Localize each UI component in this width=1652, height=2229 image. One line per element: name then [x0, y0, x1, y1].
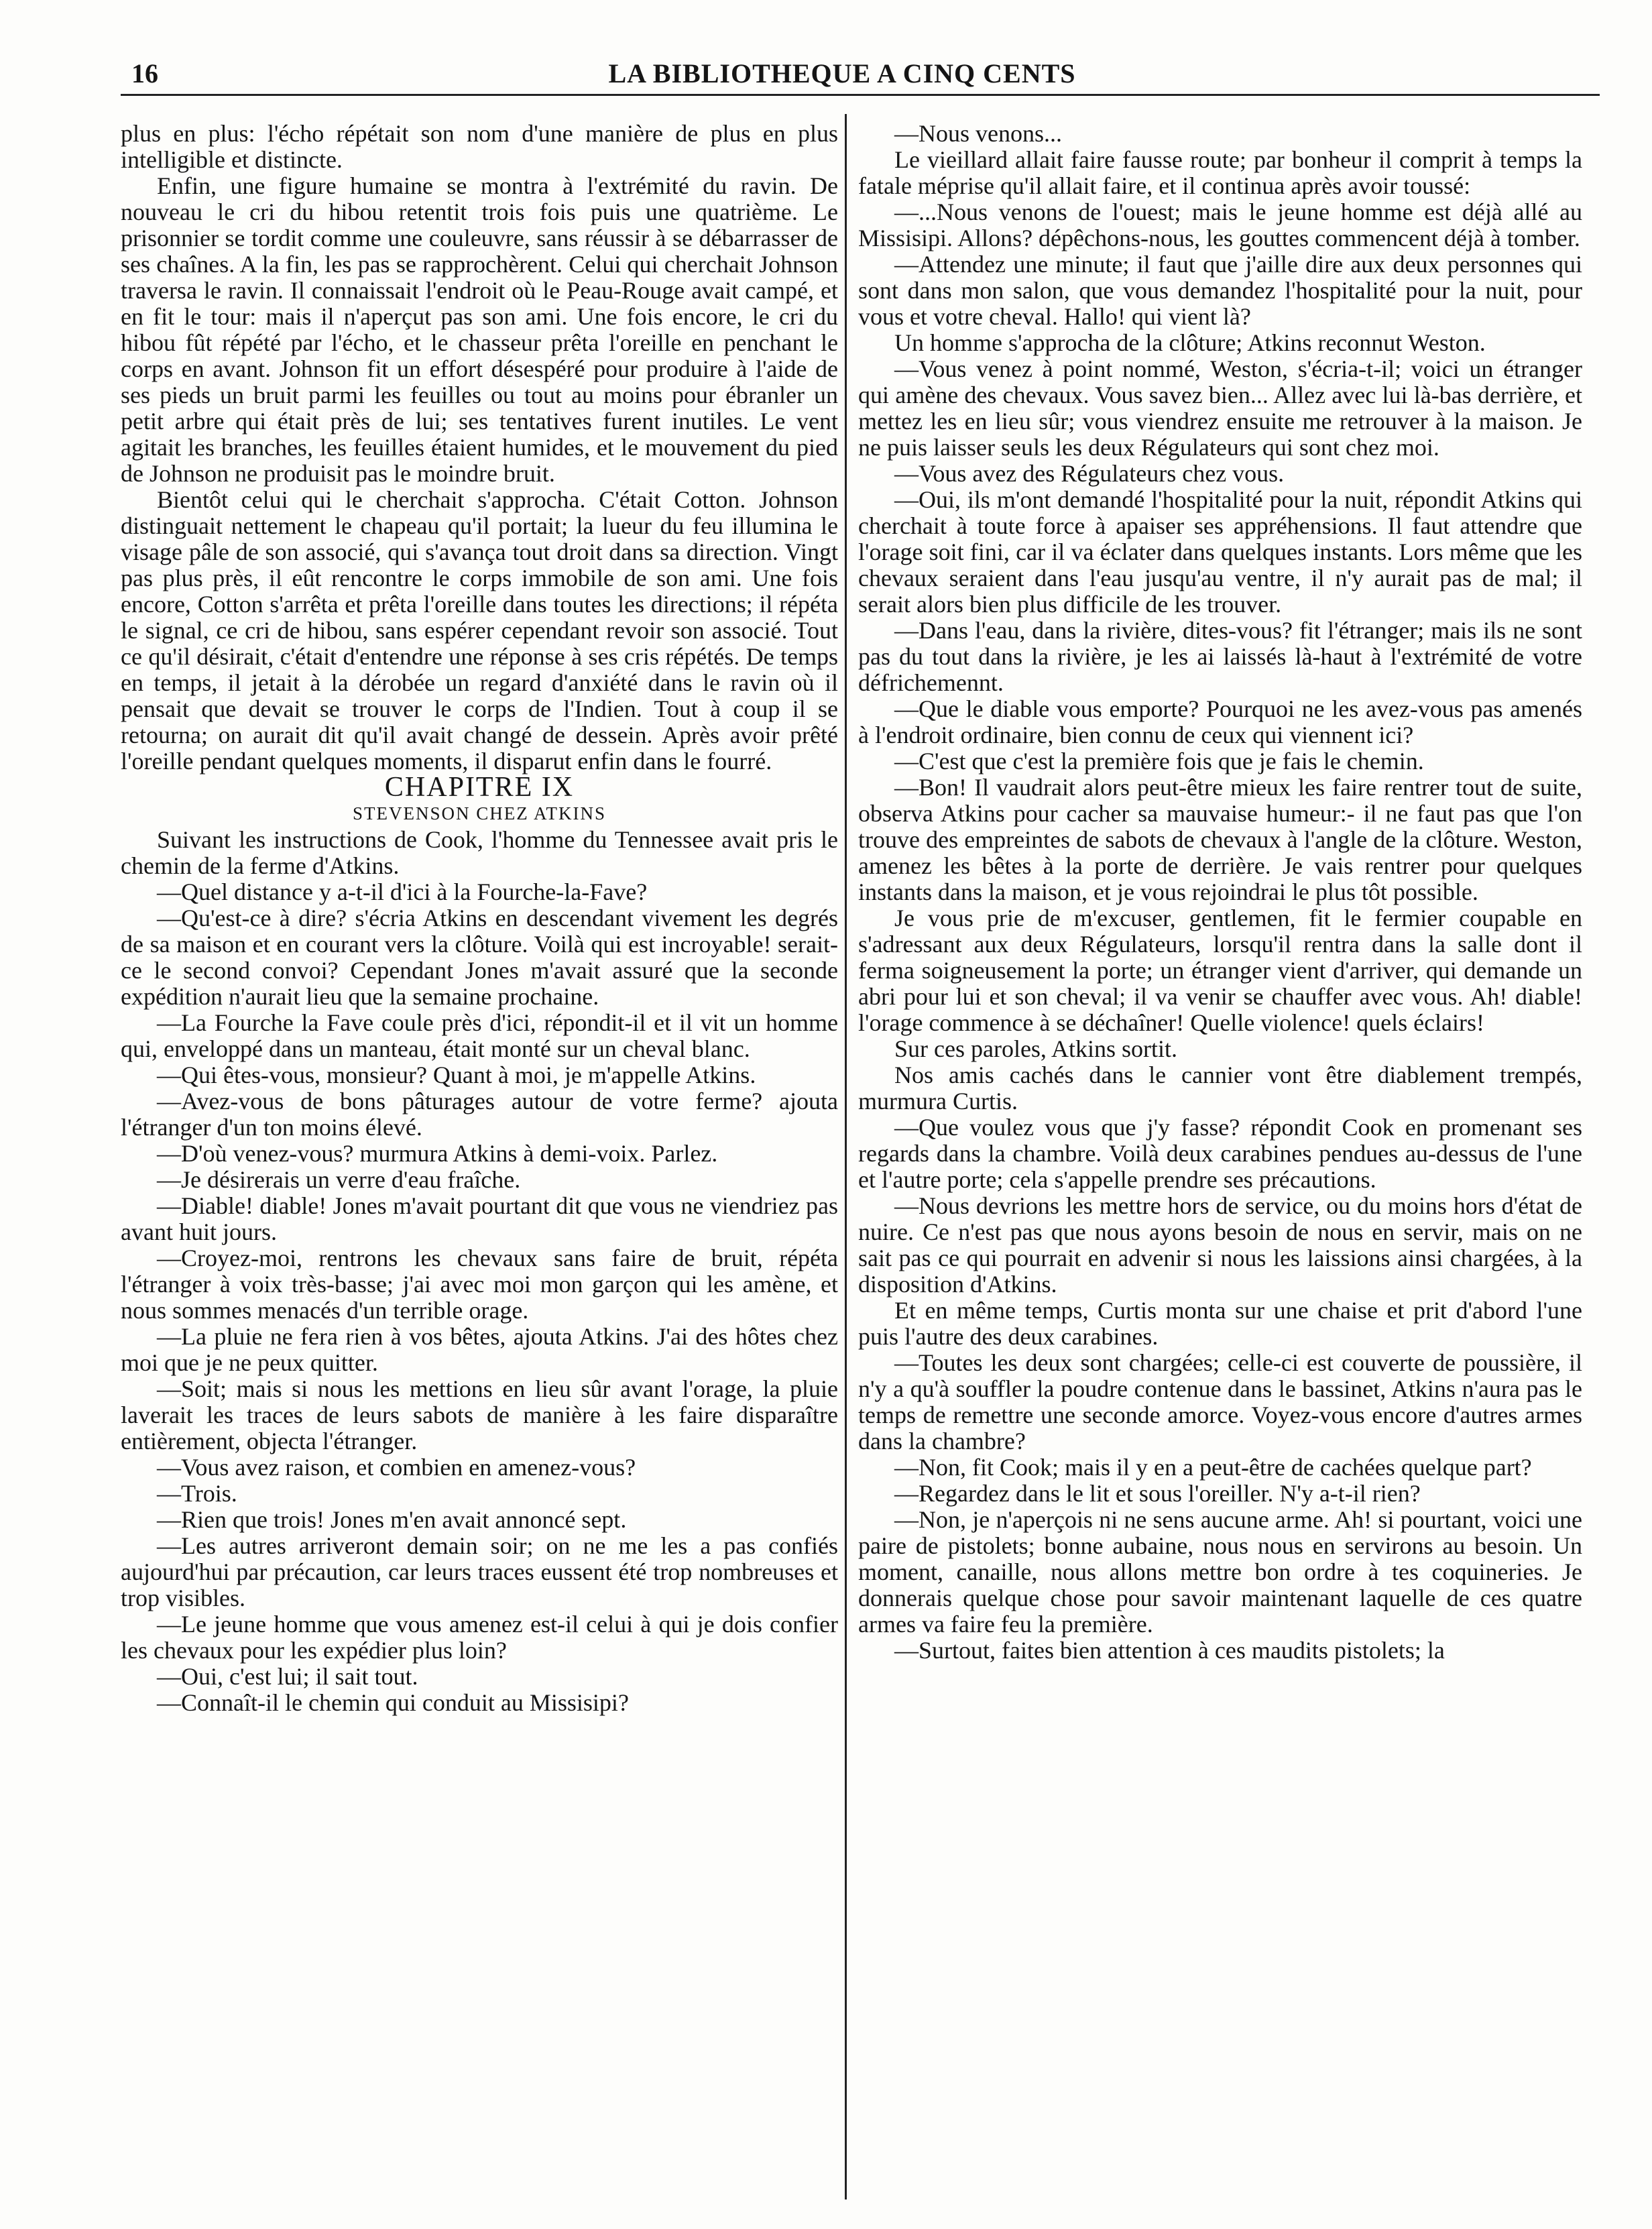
paragraph: —Je désirerais un verre d'eau fraîche. [157, 1166, 521, 1193]
paragraph: Enfin, une figure humaine se montra à l'extrémité du ravin. De nouveau le cri du hibou retentit trois fois puis une quatrième. Le prisonnier se tordit comme une couleuvre, sans réussir à se débarrasser de ses chaînes. A la fin, les pas se rapprochèrent. Celui qui cherchait Johnson traversa le ravin. Il connaissait l'endroit où le Peau-Rouge avait campé, et en fit le tour: mais il n'aperçut pas son ami. Une fois encore, le cri du hibou fût répété par l'écho, et le chasseur prêta l'oreille en penchant le corps en avant. Johnson fit un effort désespéré pour produire à l'aide de ses pieds un bruit parmi les feuilles ou tout au moins pour ébranler un petit arbre qui était près de lui; ses tentatives furent inutiles. Le vent agitait les branches, les feuilles étaient humides, et le mouvement du pied de Johnson ne produisit pas le moindre bruit. [121, 172, 838, 487]
paragraph: —Nous venons... [894, 120, 1062, 147]
right-column [858, 121, 1582, 1664]
paragraph: Je vous prie de m'excuser, gentlemen, fit le fermier coupable en s'adressant aux deux Régulateurs, lorsqu'il rentra dans la salle dont il ferma soigneusement la porte; un étranger vient d'arriver, qui demande un abri pour lui et son cheval; il va venir se chauffer avec vous. Ah! diable! l'orage commence à se déchaîner! Quelle violence! quels éclairs! [858, 905, 1582, 1036]
paragraph: —Vous avez des Régulateurs chez vous. [894, 460, 1285, 487]
paragraph: —Nous devrions les mettre hors de service, ou du moins hors d'état de nuire. Ce n'est pas que nous ayons besoin de nous en servir, mais on ne sait pas ce qui pourrait en advenir si nous les laissions ainsi chargées, à la disposition d'Atkins. [858, 1192, 1582, 1298]
paragraph: —Que le diable vous emporte? Pourquoi ne les avez-vous pas amenés à l'endroit ordinaire, bien connu de ceux qui viennent ici? [858, 695, 1582, 748]
chapter-title: CHAPITRE IX [384, 772, 575, 803]
paragraph: Un homme s'approcha de la clôture; Atkins reconnut Weston. [894, 329, 1486, 356]
running-head: LA BIBLIOTHEQUE A CINQ CENTS [608, 58, 1076, 89]
paragraph: —Oui, ils m'ont demandé l'hospitalité pour la nuit, répondit Atkins qui cherchait à toute force à apaiser ses appréhensions. Il faut attendre que l'orage soit fini, car il va éclater dans quelques instants. Lors même que les chevaux seraient dans l'eau jusqu'au ventre, il n'y aurait pas de mal; il serait alors bien plus difficile de les trouver. [858, 486, 1582, 618]
header-rule [121, 94, 1600, 96]
paragraph: —Soit; mais si nous les mettions en lieu sûr avant l'orage, la pluie laverait les traces de leurs sabots de manière à les faire disparaître entièrement, objecta l'étranger. [121, 1375, 838, 1454]
paragraph: —Regardez dans le lit et sous l'oreiller. N'y a-t-il rien? [894, 1480, 1421, 1507]
paragraph: —Rien que trois! Jones m'en avait annoncé sept. [157, 1506, 627, 1533]
paragraph: plus en plus: l'écho répétait son nom d'une manière de plus en plus intelligible et distincte. [121, 120, 838, 173]
paragraph: Le vieillard allait faire fausse route; par bonheur il comprit à temps la fatale méprise qu'il allait faire, et il continua après avoir toussé: [858, 146, 1582, 199]
chapter-subtitle: STEVENSON CHEZ ATKINS [352, 803, 606, 823]
paragraph: —Oui, c'est lui; il sait tout. [157, 1663, 418, 1690]
paragraph: —Avez-vous de bons pâturages autour de votre ferme? ajouta l'étranger d'un ton moins élevé. [121, 1088, 838, 1141]
paragraph: —Quel distance y a-t-il d'ici à la Fourche-la-Fave? [157, 878, 648, 905]
paragraph: Nos amis cachés dans le cannier vont être diablement trempés, murmura Curtis. [858, 1062, 1582, 1114]
paragraph: Sur ces paroles, Atkins sortit. [894, 1035, 1177, 1062]
paragraph: —C'est que c'est la première fois que je fais le chemin. [894, 748, 1424, 775]
paragraph: —Toutes les deux sont chargées; celle-ci est couverte de poussière, il n'y a qu'à souffler la poudre contenue dans le bassinet, Atkins n'aura pas le temps de remettre une seconde amorce. Voyez-vous encore d'autres armes dans la chambre? [858, 1349, 1582, 1454]
paragraph: —Connaît-il le chemin qui conduit au Missisipi? [157, 1689, 629, 1716]
paragraph: —Bon! Il vaudrait alors peut-être mieux les faire rentrer tout de suite, observa Atkins pour cacher sa mauvaise humeur:- il ne faut pas que l'on trouve des empreintes de sabots de chevaux à l'angle de la clôture. Weston, amenez les bêtes à la porte de derrière. Je vais rentrer pour quelques instants dans la maison, et je vous rejoindrai le plus tôt possible. [858, 774, 1582, 905]
paragraph: —D'où venez-vous? murmura Atkins à demi-voix. Parlez. [157, 1140, 718, 1167]
paragraph: —La pluie ne fera rien à vos bêtes, ajouta Atkins. J'ai des hôtes chez moi que je ne peux quitter. [121, 1323, 838, 1376]
paragraph: —Diable! diable! Jones m'avait pourtant dit que vous ne viendriez pas avant huit jours. [121, 1192, 838, 1245]
paragraph: —Vous venez à point nommé, Weston, s'écria-t-il; voici un étranger qui amène des chevaux. Vous savez bien... Allez avec lui là-bas derrière, et mettez les en lieu sûr; vous viendrez ensuite me retrouver à la maison. Je ne puis laisser seuls les deux Régulateurs qui sont chez moi. [858, 355, 1582, 461]
paragraph: —La Fourche la Fave coule près d'ici, répondit-il et il vit un homme qui, enveloppé dans un manteau, était monté sur un cheval blanc. [121, 1009, 838, 1062]
paragraph: —Qu'est-ce à dire? s'écria Atkins en descendant vivement les degrés de sa maison et en courant vers la clôture. Voilà qui est incroyable! serait-ce le second convoi? Cependant Jones m'avait assuré que la seconde expédition n'aurait lieu que la semaine prochaine. [121, 905, 838, 1010]
left-column [121, 121, 838, 1716]
paragraph: —Non, fit Cook; mais il y en a peut-être de cachées quelque part? [894, 1454, 1532, 1481]
paragraph: —Surtout, faites bien attention à ces maudits pistolets; la [894, 1637, 1445, 1664]
paragraph: Bientôt celui qui le cherchait s'approcha. C'était Cotton. Johnson distinguait nettement le chapeau qu'il portait; la lueur du feu illumina le visage pâle de son associé, qui s'avança tout droit dans sa direction. Vingt pas plus près, il eût rencontre le corps immobile de son ami. Une fois encore, Cotton s'arrêta et prêta l'oreille dans toutes les directions; il répéta le signal, ce cri de hibou, sans espérer cependant revoir son associé. Tout ce qu'il désirait, c'était d'entendre une réponse à ses cris répétés. De temps en temps, il jetait à la dérobée un regard d'anxiété dans le ravin où il pensait que devait se trouver le corps de l'Indien. Tout à coup il se retourna; on aurait dit qu'il avait changé de dessein. Après avoir prêté l'oreille pendant quelques moments, il disparut enfin dans le fourré. [121, 486, 838, 775]
paragraph: —Qui êtes-vous, monsieur? Quant à moi, je m'appelle Atkins. [157, 1062, 756, 1088]
paragraph: —Les autres arriveront demain soir; on ne me les a pas confiés aujourd'hui par précaution, car leurs traces eussent été trop nombreuses et trop visibles. [121, 1532, 838, 1611]
paragraph: —Le jeune homme que vous amenez est-il celui à qui je dois confier les chevaux pour les expédier plus loin? [121, 1611, 838, 1664]
paragraph: —Dans l'eau, dans la rivière, dites-vous? fit l'étranger; mais ils ne sont pas du tout dans la rivière, je les ai laissés là-haut à l'extrémité de votre défrichemennt. [858, 617, 1582, 696]
paragraph: —Trois. [157, 1480, 237, 1507]
page-header [105, 51, 1600, 99]
paragraph: —Non, je n'aperçois ni ne sens aucune arme. Ah! si pourtant, voici une paire de pistolets; bonne aubaine, nous nous en servirons au besoin. Un moment, canaille, nous allons mettre bon ordre à tes coquineries. Je donnerais quelque chose pour savoir maintenant laquelle de ces quatre armes va faire feu la première. [858, 1506, 1582, 1638]
paragraph: —Vous avez raison, et combien en amenez-vous? [157, 1454, 636, 1481]
paragraph: Suivant les instructions de Cook, l'homme du Tennessee avait pris le chemin de la ferme d'Atkins. [121, 826, 838, 879]
page-number: 16 [131, 58, 158, 89]
paragraph: Et en même temps, Curtis monta sur une chaise et prit d'abord l'une puis l'autre des deux carabines. [858, 1297, 1582, 1350]
paragraph: —...Nous venons de l'ouest; mais le jeune homme est déjà allé au Missisipi. Allons? dépêchons-nous, les gouttes commencent déjà à tomber. [858, 198, 1582, 251]
column-divider [845, 114, 847, 2199]
paragraph: —Que voulez vous que j'y fasse? répondit Cook en promenant ses regards dans la chambre. Voilà deux carabines pendues au-dessus de l'une et l'autre porte; cela s'appelle prendre ses précautions. [858, 1114, 1582, 1193]
paragraph: —Croyez-moi, rentrons les chevaux sans faire de bruit, répéta l'étranger à voix très-basse; j'ai avec moi mon garçon qui les amène, et nous sommes menacés d'un terrible orage. [121, 1245, 838, 1324]
paragraph: —Attendez une minute; il faut que j'aille dire aux deux personnes qui sont dans mon salon, que vous demandez l'hospitalité pour la nuit, pour vous et votre cheval. Hallo! qui vient là? [858, 251, 1582, 330]
